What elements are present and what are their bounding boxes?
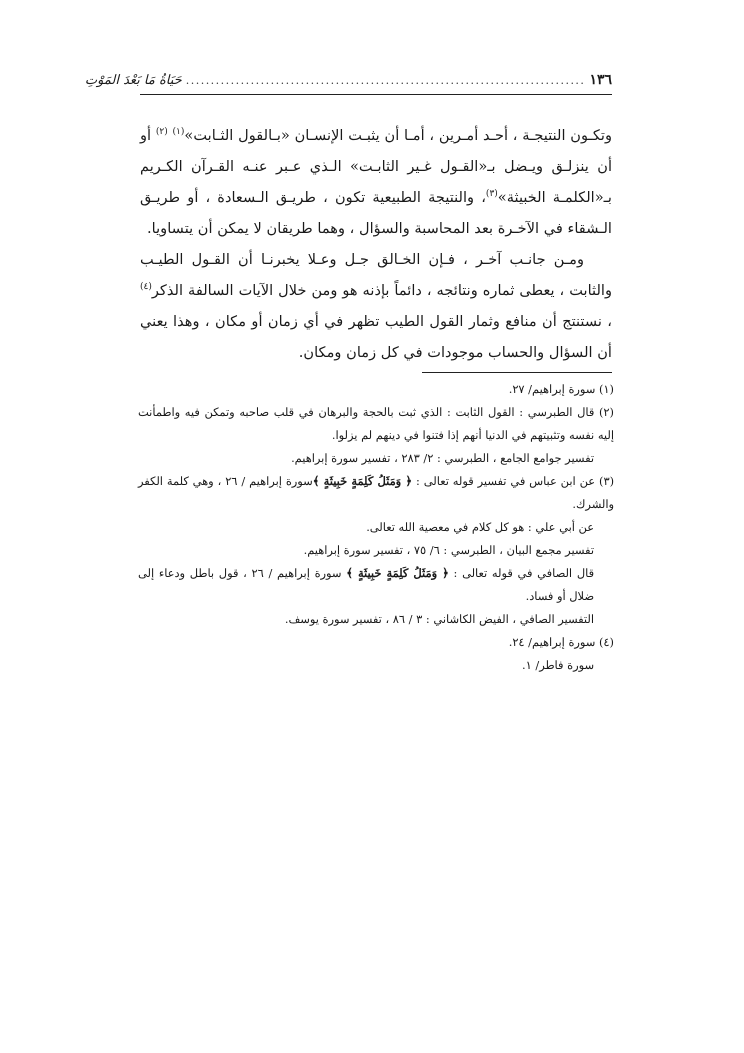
footnote-2: (٢) قال الطبرسي : القول الثابت : الذي ثبت بالحجة والبرهان في قلب صاحبه وتمكن فيه واطمأنت إليه نفسه وتثبيتهم في الدنيا أنهم إذا فتنوا في دينهم لم يزلوا. xyxy=(138,405,614,442)
footnote-2-source: تفسير جوامع الجامع ، الطبرسي : ٢/ ٢٨٣ ، تفسير سورة إبراهيم. xyxy=(291,451,594,465)
footnote-3-quran-verse: ﴿ وَمَثَلُ كَلِمَةٍ خَبِيثَةٍ ﴾ xyxy=(312,474,413,488)
footnote-3-safi-prefix: قال الصافي في قوله تعالى : xyxy=(448,566,595,580)
page-number: ١٣٦ xyxy=(589,72,612,88)
paragraph-1 xyxy=(140,120,612,244)
footnote-3-source-1: تفسير مجمع البيان ، الطبرسي : ٦/ ٧٥ ، تفسير سورة إبراهيم. xyxy=(303,543,594,557)
footnote-4-second: سورة فاطر/ ١. xyxy=(522,658,594,672)
footnote-3-safi-suffix: سورة إبراهيم / ٢٦ ، قول باطل ودعاء إلى ضلال أو فساد. xyxy=(138,566,594,603)
footnote-3-safi-quran-verse: ﴿ وَمَثَلُ كَلِمَةٍ خَبِيثَةٍ ﴾ xyxy=(346,566,449,580)
paragraph-1-part-c: ، والنتيجة الطبيعية تكون ، طريـق الـسعادة ، أو طريـق الـشقاء في الآخـرة بعد المحاسبة والسؤال ، وهما طريقان لا يمكن أن يتساويا. xyxy=(140,189,612,237)
footnote-marker-3: (٣) xyxy=(485,189,498,200)
footnote-marker-1: (١) xyxy=(172,127,185,138)
paragraph-2 xyxy=(140,244,612,368)
footnote-3 xyxy=(138,470,614,516)
footnote-3-safi xyxy=(138,562,614,608)
main-text xyxy=(140,120,612,368)
footnote-4: (٤) سورة إبراهيم/ ٢٤. xyxy=(508,635,614,649)
page-header xyxy=(84,66,612,95)
footnote-separator xyxy=(422,372,612,373)
header-dot-leader: ................................................................................ xyxy=(185,73,586,87)
footnote-marker-4: (٤) xyxy=(140,282,152,293)
footnote-1: (١) سورة إبراهيم/ ٢٧. xyxy=(508,382,614,396)
footnotes xyxy=(138,378,614,677)
footnote-3-prefix: (٣) عن ابن عباس في تفسير قوله تعالى : xyxy=(412,474,615,488)
footnote-3-source-2: التفسير الصافي ، الفيض الكاشاني : ٣ / ٨٦ ، تفسير سورة يوسف. xyxy=(284,612,594,626)
paragraph-2-part-a: ومـن جانـب آخـر ، فـإن الخـالق جـل وعـلا يخبرنـا أن القـول الطيـب والثابت ، يعطى ثماره ونتائجه ، دائماً بإذنه هو ومن خلال الآيات السالفة الذكر xyxy=(140,251,612,299)
paragraph-1-part-b: أو أن ينزلـق ويـضل بـ«القـول غـير الثابـت» الـذي عـبر عنـه القـرآن الكـريم بـ«الكلمـة الخبيثة» xyxy=(140,127,612,206)
footnote-3-suffix: سورة إبراهيم / ٢٦ ، وهي كلمة الكفر والشرك. xyxy=(138,474,614,511)
footnote-3-abu-ali: عن أبي علي : هو كل كلام في معصية الله تعالى. xyxy=(366,520,594,534)
paragraph-1-part-a: وتكـون النتيجـة ، أحـد أمـرين ، أمـا أن يثبـت الإنسـان «بـالقول الثـابت» xyxy=(184,127,612,144)
book-title: حَيَاةُ مَا بَعْدَ المَوْتِ xyxy=(84,72,182,88)
footnote-marker-2: (٢) xyxy=(155,127,168,138)
paragraph-2-part-b: ، نستنتج أن منافع وثمار القول الطيب تظهر في أي زمان أو مكان ، وهذا يعني أن السؤال والحساب موجودات في كل زمان ومكان. xyxy=(140,313,612,361)
